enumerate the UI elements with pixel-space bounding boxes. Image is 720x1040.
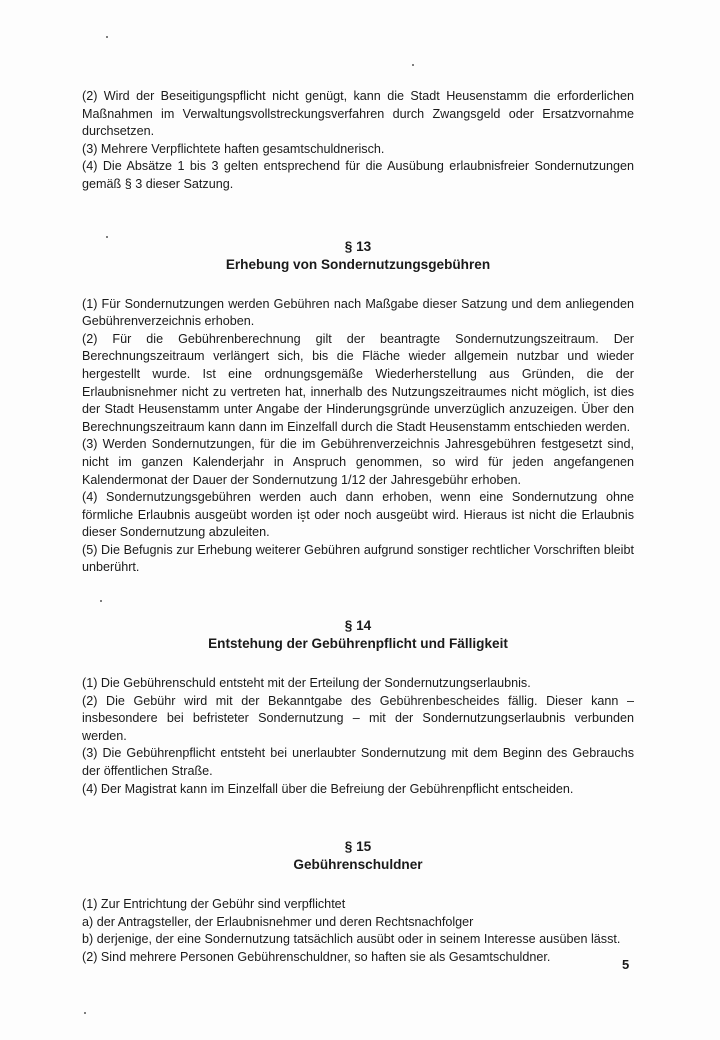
paragraph: (1) Zur Entrichtung der Gebühr sind verpflichtet bbox=[82, 897, 346, 912]
scan-speck bbox=[84, 1012, 86, 1014]
paragraph: (3) Werden Sondernutzungen, für die im Gebührenverzeichnis Jahresgebühren festgesetzt sind, nicht im ganzen Kalenderjahr in Anspruch genommen, so wird für jeden angefangenen Kalendermonat der Dauer der Sondernutzung 1/12 der Jahresgebühr erhoben. bbox=[82, 437, 634, 487]
scan-speck bbox=[106, 36, 108, 38]
paragraph: (3) Mehrere Verpflichtete haften gesamtschuldnerisch. bbox=[82, 141, 385, 156]
paragraph: (2) Für die Gebührenberechnung gilt der beantragte Sondernutzungszeitraum. Der Berechnungszeitraum verlängert sich, bis die Fläche wieder allgemein nutzbar und wieder hergestellt wurde. Ist eine ordnungsgemäße Wiederherstellung aus Gründen, die der Erlaubnisnehmer nicht zu vertreten hat, innerhalb des Nutzungszeitraumes nicht möglich, ist dies der Stadt Heusenstamm unter Angabe der Hinderungsgründe unverzüglich anzuzeigen. Über den Berechnungszeitraum kann dann im Einzelfall durch die Stadt Heusenstamm entschieden werden. bbox=[82, 331, 634, 434]
section-title: Entstehung der Gebührenpflicht und Fälligkeit bbox=[208, 636, 508, 652]
paragraph: (2) Sind mehrere Personen Gebührenschuldner, so haften sie als Gesamtschuldner. bbox=[82, 950, 551, 964]
section-title: Erhebung von Sondernutzungsgebühren bbox=[225, 256, 491, 272]
paragraph: (4) Der Magistrat kann im Einzelfall über die Befreiung der Gebührenpflicht entscheiden. bbox=[82, 781, 574, 796]
section-15 bbox=[82, 838, 634, 966]
section-number: § 14 bbox=[344, 618, 372, 634]
section-13 bbox=[82, 238, 634, 578]
paragraph: (2) Die Gebühr wird mit der Bekanntgabe des Gebührenbescheides fällig. Dieser kann – insbesondere bei befristeter Sondernutzung – mit der Sondernutzungserlaubnis verbunden werden. bbox=[82, 693, 634, 743]
section-number: § 15 bbox=[344, 839, 372, 855]
paragraph: (5) Die Befugnis zur Erhebung weiterer Gebühren aufgrund sonstiger rechtlicher Vorschriften bleibt unberührt. bbox=[82, 542, 634, 575]
paragraph: a) der Antragsteller, der Erlaubnisnehmer und deren Rechtsnachfolger bbox=[82, 914, 474, 929]
paragraph: (1) Für Sondernutzungen werden Gebühren nach Maßgabe dieser Satzung und dem anliegenden Gebührenverzeichnis erhoben. bbox=[82, 296, 634, 329]
section-title: Gebührenschuldner bbox=[293, 857, 423, 873]
paragraph: (2) Wird der Beseitigungspflicht nicht genügt, kann die Stadt Heusenstamm die erforderlichen Maßnahmen im Verwaltungsvollstreckungsverfahren durch Zwangsgeld oder Ersatzvornahme durchsetzen. bbox=[82, 89, 634, 139]
page-number: 5 bbox=[622, 957, 630, 972]
scan-speck bbox=[412, 64, 414, 66]
section-14 bbox=[82, 617, 634, 798]
intro-block bbox=[82, 88, 634, 194]
paragraph: (3) Die Gebührenpflicht entsteht bei unerlaubter Sondernutzung mit dem Beginn des Gebrauchs der öffentlichen Straße. bbox=[82, 746, 634, 779]
section-number: § 13 bbox=[344, 238, 372, 254]
paragraph: (4) Sondernutzungsgebühren werden auch dann erhoben, wenn eine Sondernutzung ohne förmliche Erlaubnis ausgeübt worden ist oder noch ausgeübt wird. Hieraus ist nicht die Erlaubnis dieser Sondernutzung abzuleiten. bbox=[82, 490, 634, 540]
paragraph: (1) Die Gebührenschuld entsteht mit der Erteilung der Sondernutzungserlaubnis. bbox=[82, 676, 531, 691]
paragraph: (4) Die Absätze 1 bis 3 gelten entsprechend für die Ausübung erlaubnisfreier Sondernutzungen gemäß § 3 dieser Satzung. bbox=[82, 159, 634, 191]
paragraph: b) derjenige, der eine Sondernutzung tatsächlich ausübt oder in seinem Interesse ausüben lässt. bbox=[82, 932, 621, 947]
document-body bbox=[82, 88, 634, 967]
